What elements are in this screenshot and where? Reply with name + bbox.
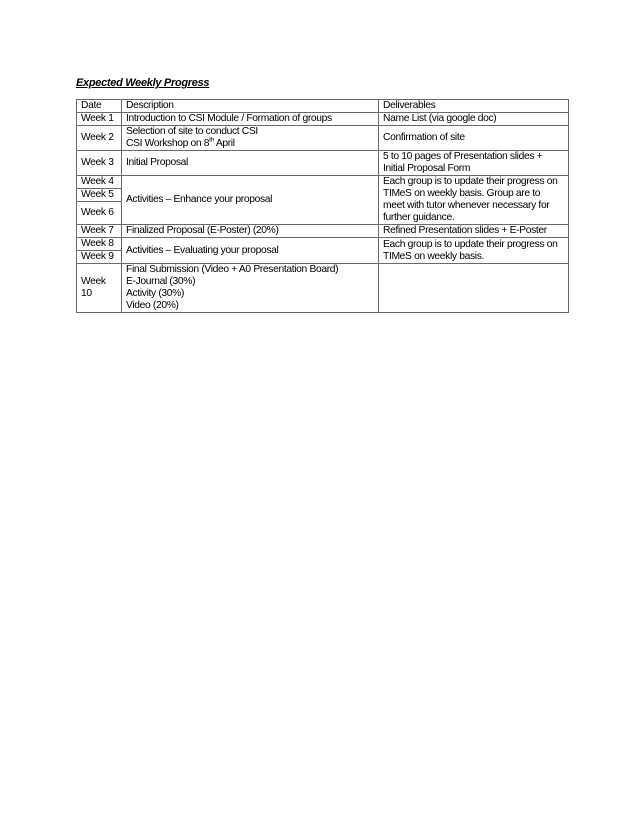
deliverables-cell: Confirmation of site — [379, 126, 569, 151]
description-line: Final Submission (Video + A0 Presentation Board) — [126, 264, 339, 275]
table-row-week-7 — [77, 225, 569, 238]
description-line: Activity (30%) — [126, 288, 185, 299]
table-row-week-2 — [77, 126, 569, 151]
description-line — [126, 138, 374, 150]
page-title: Expected Weekly Progress — [76, 77, 210, 89]
description-line: E-Journal (30%) — [126, 276, 196, 287]
deliverables-cell: Refined Presentation slides + E-Poster — [379, 225, 569, 238]
deliverables-cell — [379, 151, 569, 176]
ordinal-suffix: th — [209, 136, 214, 144]
description-cell: Activities – Enhance your proposal — [122, 176, 379, 225]
date-cell: Week 8 — [77, 238, 122, 251]
date-cell: Week 2 — [77, 126, 122, 151]
description-cell: Initial Proposal — [122, 151, 379, 176]
description-cell — [122, 126, 379, 151]
workshop-date-prefix: CSI Workshop on 8 — [126, 138, 210, 149]
workshop-date-suffix: April — [213, 138, 235, 149]
deliverables-cell — [379, 238, 569, 264]
date-cell: Week 10 — [77, 264, 122, 313]
weekly-progress-table — [76, 99, 569, 313]
description-cell — [122, 264, 379, 313]
deliverables-cell: Name List (via google doc) — [379, 113, 569, 126]
deliverables-line: Initial Proposal Form — [383, 163, 471, 174]
description-cell: Finalized Proposal (E-Poster) (20%) — [122, 225, 379, 238]
table-header-row — [77, 100, 569, 113]
description-line: Video (20%) — [126, 300, 179, 311]
table-row-week-10 — [77, 264, 569, 313]
table-row-week-3 — [77, 151, 569, 176]
header-deliverables: Deliverables — [379, 100, 569, 113]
date-cell: Week 3 — [77, 151, 122, 176]
date-cell: Week 6 — [77, 202, 122, 225]
header-description: Description — [122, 100, 379, 113]
date-cell: Week 1 — [77, 113, 122, 126]
table-row-week-1 — [77, 113, 569, 126]
date-cell: Week 4 — [77, 176, 122, 189]
description-line: Selection of site to conduct CSI — [126, 126, 258, 137]
description-cell: Activities – Evaluating your proposal — [122, 238, 379, 264]
table-row-week-4 — [77, 176, 569, 189]
deliverables-text: Each group is to update their progress on TIMeS on weekly basis. — [383, 238, 558, 262]
header-date: Date — [77, 100, 122, 113]
date-cell: Week 7 — [77, 225, 122, 238]
date-cell: Week 9 — [77, 251, 122, 264]
date-cell: Week 5 — [77, 189, 122, 202]
deliverables-text: Each group is to update their progress on TIMeS on weekly basis. Group are to meet with tutor whenever necessary for further guidance. — [383, 176, 558, 223]
deliverables-cell — [379, 176, 569, 225]
deliverables-line: 5 to 10 pages of Presentation slides + — [383, 151, 543, 162]
description-cell: Introduction to CSI Module / Formation of groups — [122, 113, 379, 126]
deliverables-cell — [379, 264, 569, 313]
table-row-week-8 — [77, 238, 569, 251]
